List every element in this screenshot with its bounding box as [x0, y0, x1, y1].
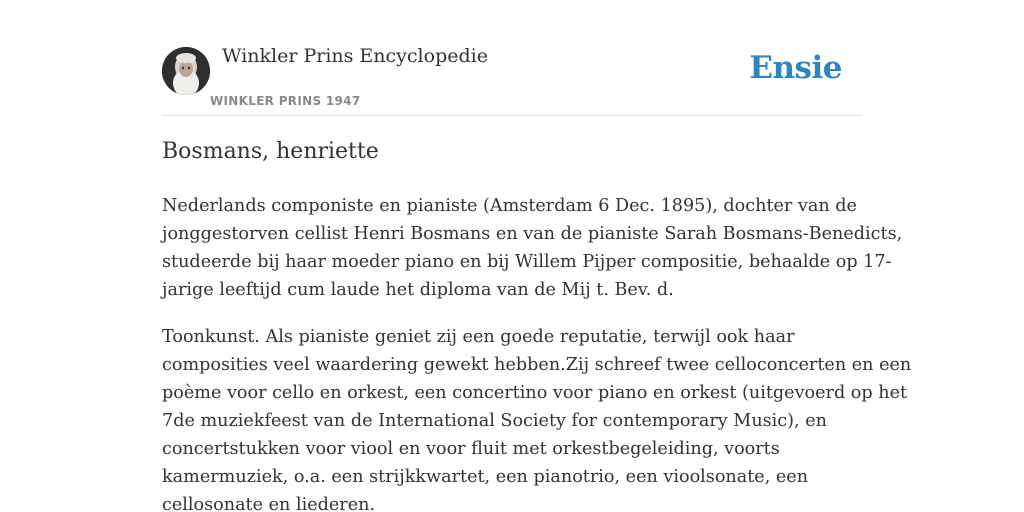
paragraph-line: composities veel waardering gewekt hebben.Zij schreef twee celloconcerten en een — [162, 355, 912, 375]
paragraph-line: studeerde bij haar moeder piano en bij Willem Pijper compositie, behaalde op 17- — [162, 252, 892, 272]
paragraph-line: jonggestorven cellist Henri Bosmans en van de pianiste Sarah Bosmans-Benedicts, — [162, 224, 903, 244]
paragraph-line: concertstukken voor viool en voor fluit met orkestbegeleiding, voorts — [162, 439, 780, 459]
source-header — [162, 40, 862, 116]
paragraph-line: jarige leeftijd cum laude het diploma van de Mij t. Bev. d. — [162, 280, 674, 300]
article-title: Bosmans, henriette — [162, 139, 379, 164]
paragraph-line: cellosonate en liederen. — [162, 495, 376, 512]
paragraph-line: 7de muziekfeest van de International Society for contemporary Music), en — [162, 411, 827, 431]
source-name-link[interactable]: Winkler Prins Encyclopedie — [222, 45, 488, 67]
paragraph-line: Nederlands componiste en pianiste (Amsterdam 6 Dec. 1895), dochter van de — [162, 196, 857, 216]
portrait-avatar-icon[interactable] — [162, 47, 210, 95]
source-edition-label: WINKLER PRINS 1947 — [210, 94, 361, 108]
ensie-logo-link[interactable]: Ensie — [749, 50, 842, 86]
article-paragraph-1 — [162, 192, 903, 304]
article-paragraph-2 — [162, 323, 912, 512]
paragraph-line: kamermuziek, o.a. een strijkkwartet, een pianotrio, een vioolsonate, een — [162, 467, 809, 487]
paragraph-line: poème voor cello en orkest, een concertino voor piano en orkest (uitgevoerd op het — [162, 383, 908, 403]
paragraph-line: Toonkunst. Als pianiste geniet zij een goede reputatie, terwijl ook haar — [162, 327, 795, 347]
